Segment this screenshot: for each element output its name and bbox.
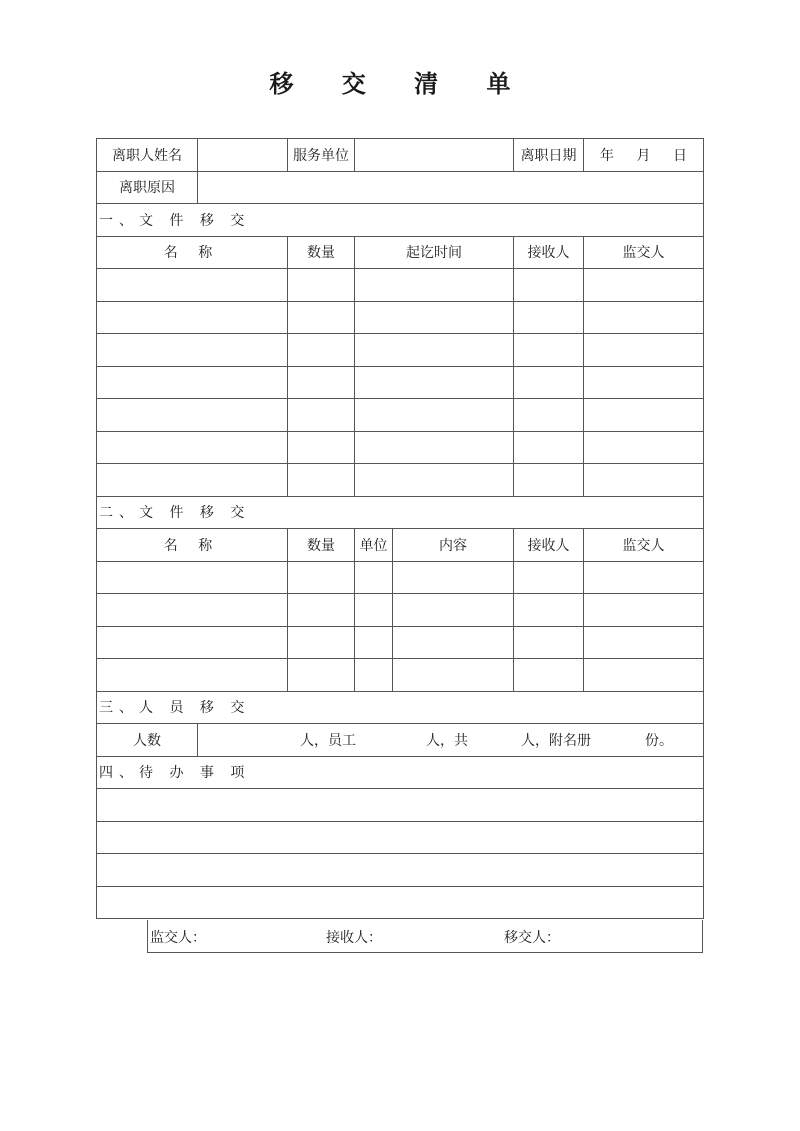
unit-label: 服务单位 (288, 139, 355, 172)
cell[interactable] (288, 594, 355, 627)
table-row (97, 464, 704, 497)
cell[interactable] (288, 301, 355, 334)
date-label: 离职日期 (514, 139, 584, 172)
table-row (97, 626, 704, 659)
headcount-part-3: 人，附名册 (521, 732, 591, 749)
reason-label: 离职原因 (97, 171, 198, 204)
headcount-field[interactable] (198, 724, 704, 757)
todo-row (97, 821, 704, 854)
cell[interactable] (514, 594, 584, 627)
cell[interactable] (355, 626, 393, 659)
table-row (97, 301, 704, 334)
cell[interactable] (288, 464, 355, 497)
cell[interactable] (355, 659, 393, 692)
cell[interactable] (584, 301, 704, 334)
cell[interactable] (393, 626, 514, 659)
section2-header-row (97, 529, 704, 562)
table-row (97, 334, 704, 367)
section4-title: 四、待 办 事 项 (97, 756, 704, 789)
cell[interactable] (97, 334, 288, 367)
s2-col-unit: 单位 (355, 529, 393, 562)
cell[interactable] (393, 561, 514, 594)
s2-col-receiver: 接收人 (514, 529, 584, 562)
cell[interactable] (514, 334, 584, 367)
s2-col-qty: 数量 (288, 529, 355, 562)
cell[interactable] (355, 464, 514, 497)
cell[interactable] (355, 594, 393, 627)
cell[interactable] (97, 594, 288, 627)
cell[interactable] (514, 464, 584, 497)
cell[interactable] (514, 626, 584, 659)
receiver-signature-label: 接收人： (326, 930, 382, 946)
section4-title-row (97, 756, 704, 789)
table-row (97, 399, 704, 432)
cell[interactable] (355, 431, 514, 464)
cell[interactable] (584, 269, 704, 302)
cell[interactable] (97, 464, 288, 497)
table-row (97, 594, 704, 627)
section1-title: 一、文 件 移 交 (97, 204, 704, 237)
cell[interactable] (97, 399, 288, 432)
cell[interactable] (584, 659, 704, 692)
cell[interactable] (97, 301, 288, 334)
table-row (97, 431, 704, 464)
section2-title-row (97, 496, 704, 529)
todo-line[interactable] (97, 854, 704, 887)
cell[interactable] (514, 659, 584, 692)
name-field[interactable] (198, 139, 288, 172)
section1-title-row (97, 204, 704, 237)
todo-line[interactable] (97, 821, 704, 854)
name-label: 离职人姓名 (97, 139, 198, 172)
s1-col-qty: 数量 (288, 236, 355, 269)
cell[interactable] (288, 659, 355, 692)
section2-title: 二、文 件 移 交 (97, 496, 704, 529)
cell[interactable] (97, 626, 288, 659)
cell[interactable] (584, 399, 704, 432)
cell[interactable] (514, 561, 584, 594)
s2-col-name: 名 称 (97, 529, 288, 562)
headcount-part-2: 人，共 (426, 732, 468, 749)
cell[interactable] (97, 659, 288, 692)
section1-header-row (97, 236, 704, 269)
cell[interactable] (288, 561, 355, 594)
handover-form (96, 138, 704, 919)
header-row-1 (97, 139, 704, 172)
cell[interactable] (288, 366, 355, 399)
cell[interactable] (97, 431, 288, 464)
cell[interactable] (393, 594, 514, 627)
table-row (97, 561, 704, 594)
cell[interactable] (288, 399, 355, 432)
headcount-label: 人数 (97, 724, 198, 757)
cell[interactable] (97, 269, 288, 302)
table-row (97, 659, 704, 692)
s1-col-supervisor: 监交人 (584, 236, 704, 269)
cell[interactable] (288, 334, 355, 367)
cell[interactable] (584, 366, 704, 399)
transferor-signature-label: 移交人： (504, 930, 560, 946)
cell[interactable] (584, 464, 704, 497)
section3-title-row (97, 691, 704, 724)
headcount-part-1: 人，员工 (300, 732, 356, 749)
supervisor-signature-label: 监交人： (150, 930, 206, 946)
cell[interactable] (393, 659, 514, 692)
reason-field[interactable] (198, 171, 704, 204)
section3-title: 三、人 员 移 交 (97, 691, 704, 724)
cell[interactable] (584, 594, 704, 627)
cell[interactable] (514, 366, 584, 399)
cell[interactable] (288, 626, 355, 659)
headcount-part-4: 份。 (645, 732, 673, 749)
s2-col-content: 内容 (393, 529, 514, 562)
s1-col-period: 起讫时间 (355, 236, 514, 269)
unit-field[interactable] (355, 139, 514, 172)
cell[interactable] (288, 269, 355, 302)
s1-col-name: 名 称 (97, 236, 288, 269)
cell[interactable] (355, 561, 393, 594)
todo-line[interactable] (97, 886, 704, 919)
cell[interactable] (514, 301, 584, 334)
signature-row (147, 920, 703, 953)
headcount-row (97, 724, 704, 757)
date-field[interactable]: 年 月 日 (584, 139, 704, 172)
cell[interactable] (584, 334, 704, 367)
page-title: 移 交 清 单 (269, 69, 531, 98)
header-row-2 (97, 171, 704, 204)
cell[interactable] (514, 399, 584, 432)
s2-col-supervisor: 监交人 (584, 529, 704, 562)
cell[interactable] (97, 366, 288, 399)
cell[interactable] (355, 269, 514, 302)
table-row (97, 269, 704, 302)
todo-line[interactable] (97, 789, 704, 822)
table-row (97, 366, 704, 399)
todo-row (97, 886, 704, 919)
cell[interactable] (288, 431, 355, 464)
cell[interactable] (355, 399, 514, 432)
cell[interactable] (355, 301, 514, 334)
cell[interactable] (584, 561, 704, 594)
s1-col-receiver: 接收人 (514, 236, 584, 269)
cell[interactable] (584, 626, 704, 659)
cell[interactable] (514, 269, 584, 302)
cell[interactable] (355, 334, 514, 367)
cell[interactable] (584, 431, 704, 464)
todo-row (97, 854, 704, 887)
cell[interactable] (355, 366, 514, 399)
cell[interactable] (97, 561, 288, 594)
todo-row (97, 789, 704, 822)
cell[interactable] (514, 431, 584, 464)
